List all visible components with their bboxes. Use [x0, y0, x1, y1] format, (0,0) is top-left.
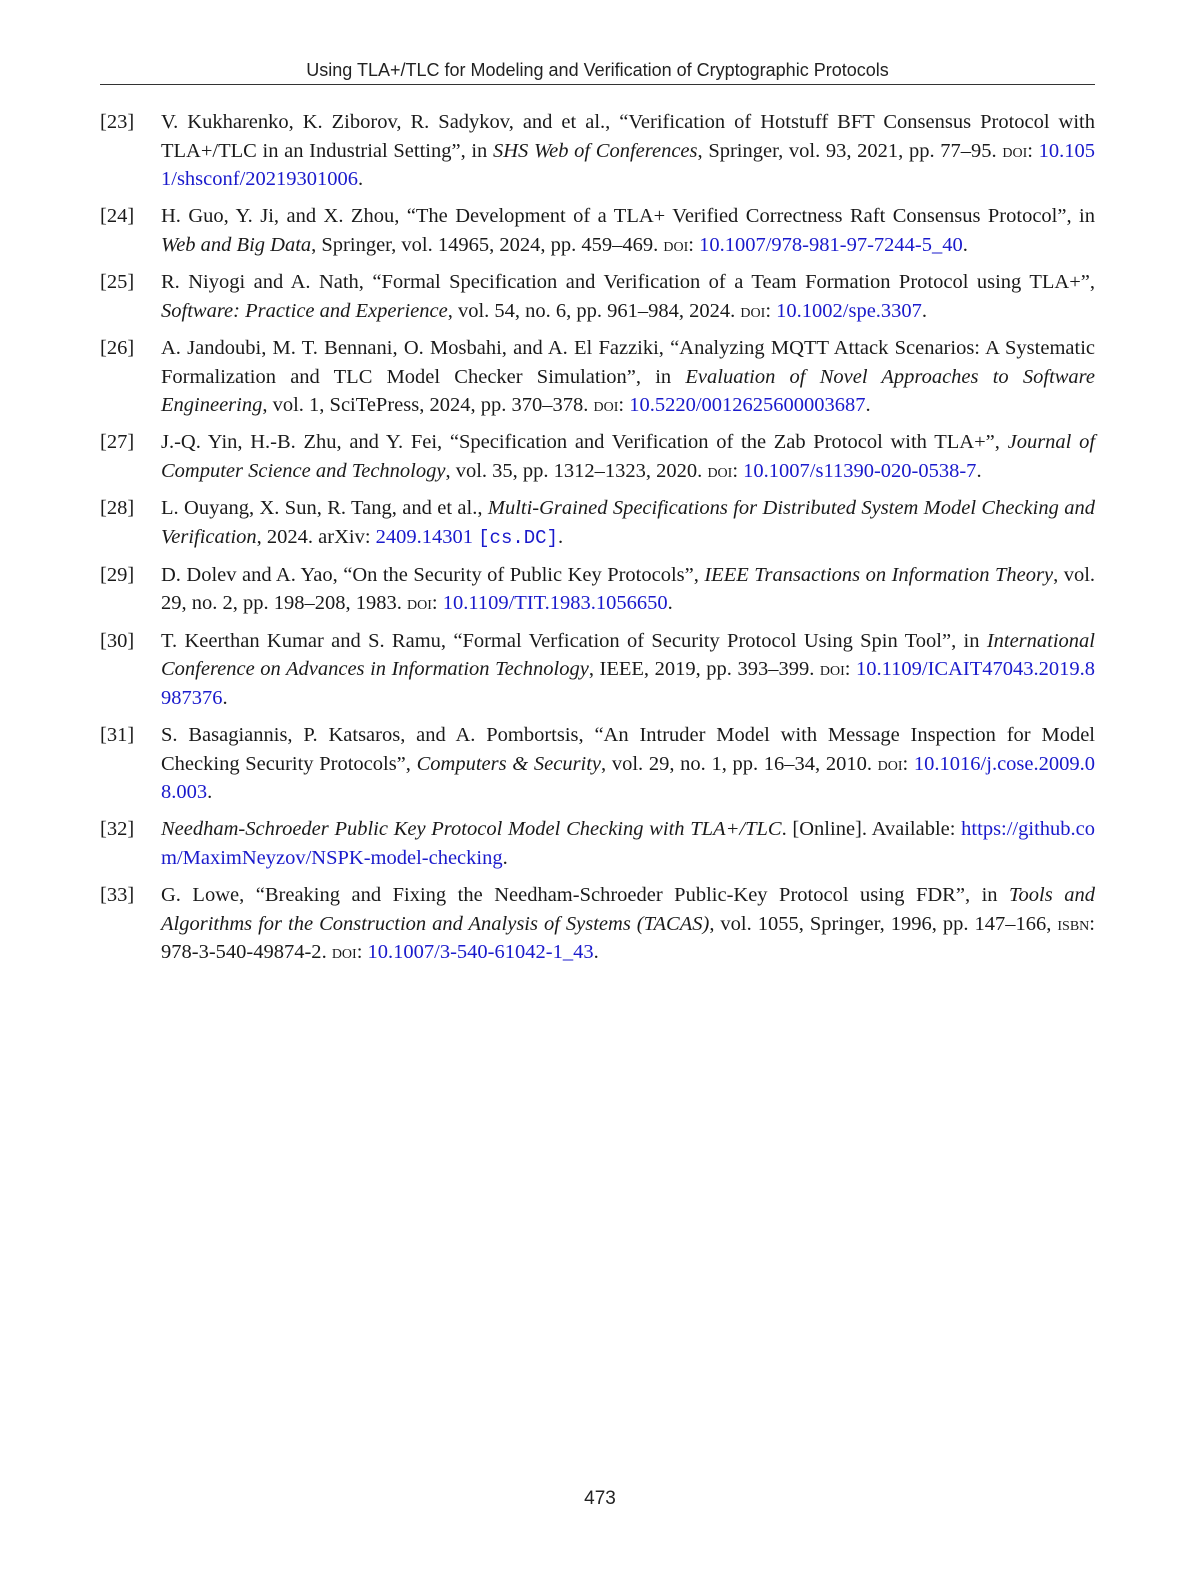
doi-label: doi — [407, 592, 432, 615]
reference-details: , Springer, vol. 14965, 2024, pp. 459–469. — [311, 233, 664, 256]
reference-authors: L. Ouyang, X. Sun, R. Tang, and et al., — [161, 497, 488, 520]
doi-link[interactable]: 10.1007/3-540-61042-1_43 — [367, 941, 594, 964]
doi-link[interactable]: 10.5220/0012625600003687 — [629, 394, 866, 417]
reference-details: , vol. 35, pp. 1312–1323, 2020. — [445, 459, 708, 482]
doi-label: doi — [331, 941, 357, 964]
reference-item: [30] T. Keerthan Kumar and S. Ramu, “Formal Verfication of Security Protocol Using Spin Tool”, in International Conference on Advances in Information Technology, IEEE, 2019, pp. 393–399. doi: 10.1109/ICAIT47043.2019.8987376. — [100, 627, 1095, 713]
reference-authors-title: S. Basagiannis, P. Katsaros, and A. Pombortsis, “An Intruder Model with Message Inspection for Model Checking Security Protocols”, — [161, 724, 1095, 775]
reference-authors-title: G. Lowe, “Breaking and Fixing the Needham-Schroeder Public-Key Protocol using FDR”, in — [161, 884, 1010, 907]
reference-venue: SHS Web of Conferences — [492, 139, 698, 162]
reference-number: [29] — [100, 563, 135, 586]
reference-authors-title: J.-Q. Yin, H.-B. Zhu, and Y. Fei, “Specification and Verification of the Zab Protocol with TLA+”, — [161, 431, 1008, 454]
reference-number: [33] — [100, 884, 135, 907]
reference-venue: Software: Practice and Experience — [161, 299, 448, 322]
isbn-label: isbn — [1057, 912, 1090, 935]
doi-link[interactable]: 10.1016/j.cose.2009.08.003 — [161, 752, 1095, 804]
reference-item: [33] G. Lowe, “Breaking and Fixing the Needham-Schroeder Public-Key Protocol using FDR”, in Tools and Algorithms for the Construction and Analysis of Systems (TACAS), vol. 1055, Springer, 1996, pp. 147–166, isbn: 978-3-540-49874-2. doi: 10.1007/3-540-61042-1_43. — [100, 881, 1095, 967]
isbn-value: 978-3-540-49874-2 — [161, 941, 322, 964]
reference-item: [26] A. Jandoubi, M. T. Bennani, O. Mosbahi, and A. El Fazziki, “Analyzing MQTT Attack Scenarios: A Systematic Formalization and TLC Model Checker Simulation”, in Evaluation of Novel Approaches to Software Engineering, vol. 1, SciTePress, 2024, pp. 370–378. doi: 10.5220/0012625600003687. — [100, 334, 1095, 420]
reference-number: [28] — [100, 497, 135, 520]
arxiv-link[interactable]: 2409.14301 — [375, 525, 474, 548]
doi-label: doi — [593, 394, 619, 417]
reference-item: [31] S. Basagiannis, P. Katsaros, and A. Pombortsis, “An Intruder Model with Message Inspection for Model Checking Security Protocols”, Computers & Security, vol. 29, no. 1, pp. 16–34, 2010. doi: 10.1016/j.cose.2009.08.003. — [100, 721, 1095, 807]
reference-details: , vol. 1, SciTePress, 2024, pp. 370–378. — [262, 394, 594, 417]
reference-number: [31] — [100, 724, 135, 747]
doi-link[interactable]: 10.1007/s11390-020-0538-7 — [743, 459, 977, 482]
doi-link[interactable]: 10.1007/978-981-97-7244-5_40 — [699, 233, 963, 256]
reference-number: [23] — [100, 111, 135, 133]
reference-venue: Evaluation of Novel Approaches to Software Engineering — [161, 365, 1096, 417]
reference-number: [32] — [100, 818, 135, 841]
reference-item: [28] L. Ouyang, X. Sun, R. Tang, and et al., Multi-Grained Specifications for Distributed System Model Checking and Verification, 2024. arXiv: 2409.14301 [cs.DC]. — [100, 494, 1095, 552]
doi-label: doi — [819, 658, 845, 681]
reference-item: [29] D. Dolev and A. Yao, “On the Security of Public Key Protocols”, IEEE Transactions on Information Theory, vol. 29, no. 2, pp. 198–208, 1983. doi: 10.1109/TIT.1983.1056650. — [100, 561, 1095, 618]
reference-details: , Springer, vol. 93, 2021, pp. 77–95. — [697, 139, 1003, 162]
doi-link[interactable]: 10.1051/shsconf/20219301006 — [161, 139, 1095, 191]
reference-authors-title: V. Kukharenko, K. Ziborov, R. Sadykov, and et al., “Verification of Hotstuff BFT Consensus Protocol with TLA+/TLC in an Industrial Setting”, in — [161, 111, 1095, 162]
reference-details: , IEEE, 2019, pp. 393–399. — [588, 658, 820, 681]
reference-number: [26] — [100, 336, 135, 359]
reference-list — [100, 108, 1095, 976]
reference-item: [27] J.-Q. Yin, H.-B. Zhu, and Y. Fei, “Specification and Verification of the Zab Protocol with TLA+”, Journal of Computer Science and Technology, vol. 35, pp. 1312–1323, 2020. doi: 10.1007/s11390-020-0538-7. — [100, 428, 1095, 485]
reference-authors-title: R. Niyogi and A. Nath, “Formal Specification and Verification of a Team Formation Protocol using TLA+”, — [161, 271, 1095, 294]
doi-label: doi — [877, 752, 903, 775]
reference-number: [25] — [100, 271, 135, 294]
reference-title: Multi-Grained Specifications for Distributed System Model Checking and Verification — [161, 497, 1095, 548]
page-number: 473 — [584, 1488, 616, 1509]
reference-details: , vol. 29, no. 2, pp. 198–208, 1983. — [161, 563, 1096, 615]
reference-title: Needham-Schroeder Public Key Protocol Model Checking with TLA+/TLC — [161, 818, 782, 841]
reference-authors-title: A. Jandoubi, M. T. Bennani, O. Mosbahi, and A. El Fazziki, “Analyzing MQTT Attack Scenarios: A Systematic Formalization and TLC Model Checker Simulation”, in — [161, 336, 1095, 388]
reference-venue: IEEE Transactions on Information Theory — [704, 563, 1054, 586]
running-header — [100, 58, 1095, 85]
reference-details: , 2024. arXiv: — [256, 525, 376, 548]
reference-authors-title: H. Guo, Y. Ji, and X. Zhou, “The Development of a TLA+ Verified Correctness Raft Consensus Protocol”, in — [161, 205, 1095, 228]
arxiv-class[interactable]: [cs.DC] — [478, 526, 558, 549]
reference-number: [27] — [100, 431, 135, 454]
doi-label: doi — [663, 233, 689, 256]
reference-venue: Tools and Algorithms for the Construction and Analysis of Systems (TACAS) — [161, 884, 1095, 935]
reference-item: [32] Needham-Schroeder Public Key Protocol Model Checking with TLA+/TLC. [Online]. Available: https://github.com/MaximNeyzov/NSPK-model-checking. — [100, 815, 1095, 872]
reference-venue: Computers & Security — [416, 752, 602, 775]
reference-details: . [Online]. Available: — [781, 818, 962, 841]
url-link[interactable]: https://github.com/MaximNeyzov/NSPK-model-checking — [161, 818, 1095, 869]
reference-number: [24] — [100, 205, 135, 228]
reference-authors-title: T. Keerthan Kumar and S. Ramu, “Formal Verfication of Security Protocol Using Spin Tool”, in — [161, 629, 987, 652]
doi-link[interactable]: 10.1109/ICAIT47043.2019.8987376 — [161, 658, 1095, 709]
reference-number: [30] — [100, 629, 135, 652]
reference-item: [24] H. Guo, Y. Ji, and X. Zhou, “The Development of a TLA+ Verified Correctness Raft Consensus Protocol”, in Web and Big Data, Springer, vol. 14965, 2024, pp. 459–469. doi: 10.1007/978-981-97-7244-5_40. — [100, 202, 1095, 259]
doi-link[interactable]: 10.1002/spe.3307 — [776, 299, 922, 322]
reference-venue: Journal of Computer Science and Technology — [161, 431, 1096, 482]
reference-authors-title: D. Dolev and A. Yao, “On the Security of Public Key Protocols”, — [161, 563, 705, 586]
doi-label: doi — [740, 299, 766, 322]
reference-venue: Web and Big Data — [161, 233, 312, 256]
reference-details: , vol. 29, no. 1, pp. 16–34, 2010. — [601, 752, 878, 775]
reference-item: [23] V. Kukharenko, K. Ziborov, R. Sadykov, and et al., “Verification of Hotstuff BFT Consensus Protocol with TLA+/TLC in an Industrial Setting”, in SHS Web of Conferences, Springer, vol. 93, 2021, pp. 77–95. doi: 10.1051/shsconf/20219301006. — [100, 108, 1095, 194]
reference-details: , vol. 1055, Springer, 1996, pp. 147–166, — [709, 912, 1058, 935]
doi-label: doi — [707, 459, 733, 482]
reference-item: [25] R. Niyogi and A. Nath, “Formal Specification and Verification of a Team Formation Protocol using TLA+”, Software: Practice and Experience, vol. 54, no. 6, pp. 961–984, 2024. doi: 10.1002/spe.3307. — [100, 268, 1095, 325]
doi-link[interactable]: 10.1109/TIT.1983.1056650 — [442, 592, 668, 615]
running-header-title: Using TLA+/TLC for Modeling and Verification of Cryptographic Protocols — [306, 60, 889, 80]
reference-details: , vol. 54, no. 6, pp. 961–984, 2024. — [447, 299, 741, 322]
reference-venue: International Conference on Advances in Information Technology — [161, 629, 1095, 681]
doi-label: doi — [1002, 139, 1028, 162]
